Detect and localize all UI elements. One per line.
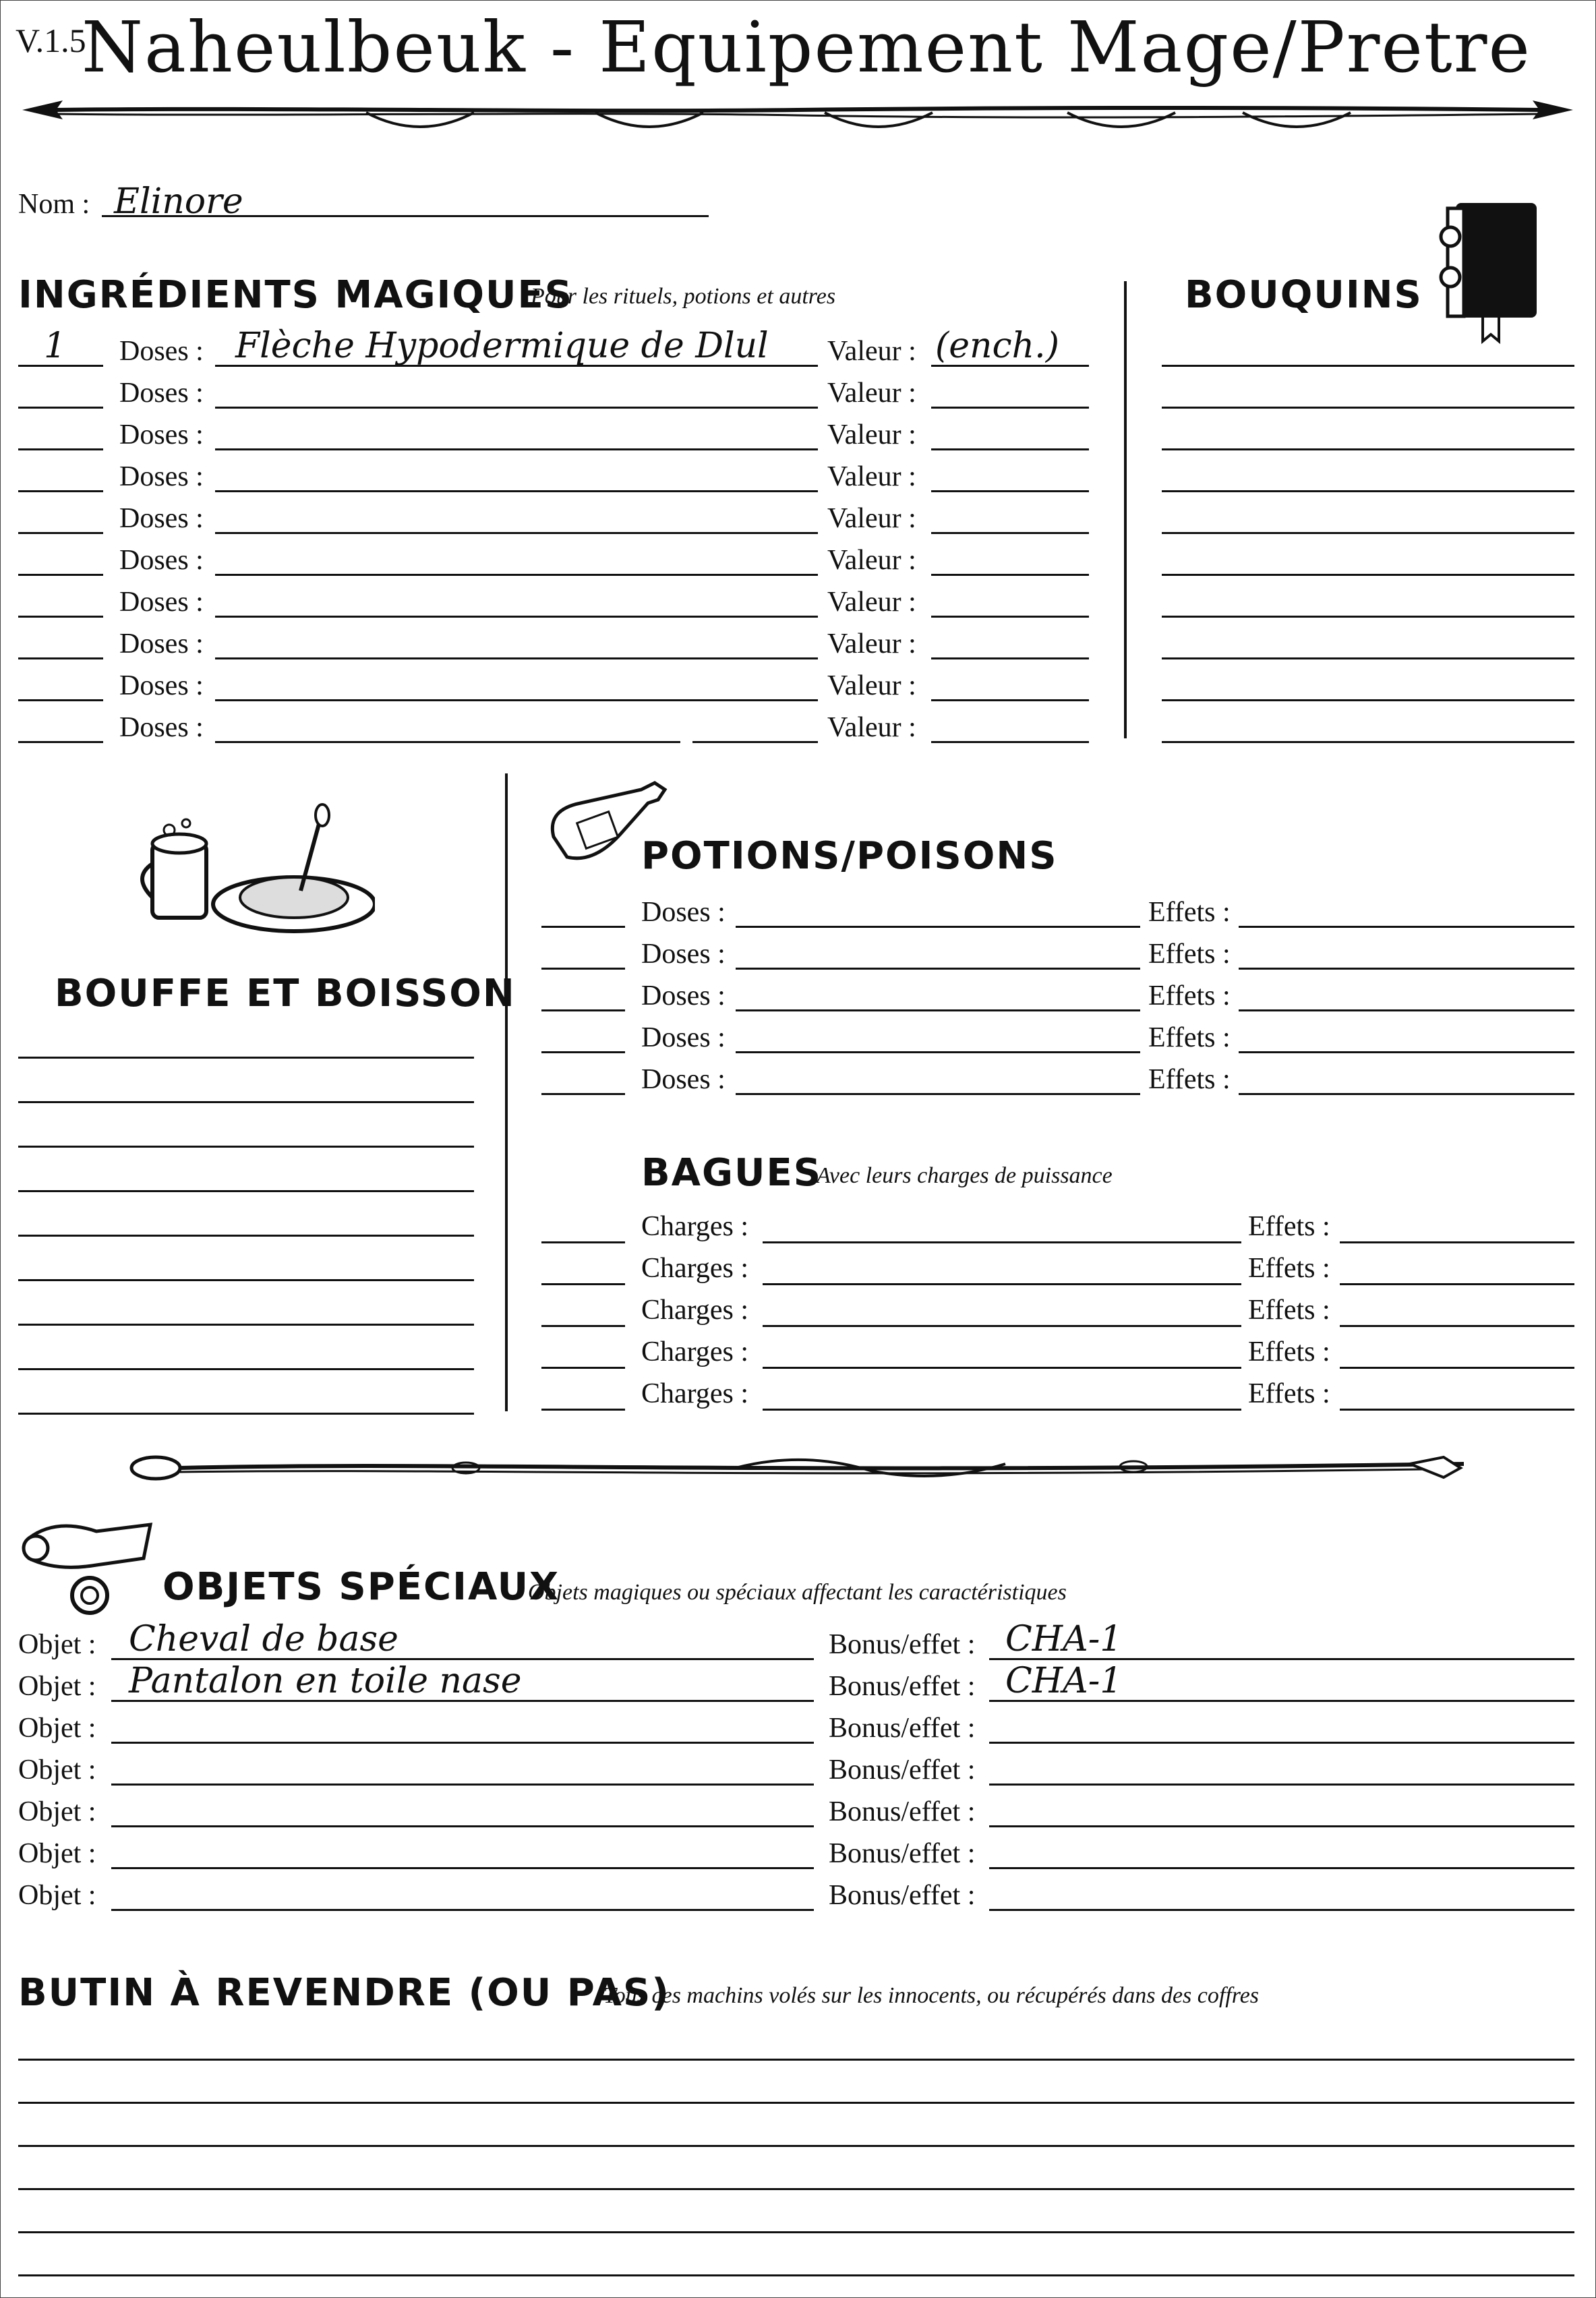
value-label: Valeur : <box>827 503 916 534</box>
bague-name-line[interactable] <box>763 1241 1241 1243</box>
doses-label: Doses : <box>119 587 204 618</box>
doses-label: Doses : <box>641 1064 726 1095</box>
potion-effect-line[interactable] <box>1239 1009 1574 1011</box>
bouffe-line[interactable] <box>18 1057 474 1059</box>
doses-label: Doses : <box>119 461 204 492</box>
bague-effect-line[interactable] <box>1340 1409 1574 1411</box>
bouffe-line[interactable] <box>18 1190 474 1192</box>
ingredient-name-line[interactable] <box>215 407 818 409</box>
charges-label: Charges : <box>641 1211 749 1242</box>
effects-label: Effets : <box>1248 1336 1330 1367</box>
ingredient-qty[interactable]: 1 <box>44 326 67 366</box>
value-label: Valeur : <box>827 670 916 701</box>
ingredient-qty-line[interactable] <box>18 741 103 743</box>
ingredient-qty-line[interactable] <box>18 657 103 659</box>
bouquin-line[interactable] <box>1162 657 1574 659</box>
effects-label: Effets : <box>1248 1295 1330 1326</box>
version-label: V.1.5 <box>16 22 86 59</box>
ingredient-value-line[interactable] <box>931 490 1089 492</box>
object-bonus-line[interactable] <box>989 1784 1574 1786</box>
ingredient-value-line[interactable] <box>931 532 1089 534</box>
doses-label: Doses : <box>119 712 204 743</box>
ingredient-value-line[interactable] <box>931 741 1089 743</box>
potion-qty-line[interactable] <box>541 1093 625 1095</box>
butin-heading: BUTIN À REVENDRE (OU PAS) <box>18 1971 670 2015</box>
effects-label: Effets : <box>1148 1022 1231 1053</box>
potion-effect-line[interactable] <box>1239 1051 1574 1053</box>
ingredient-value-line[interactable] <box>931 448 1089 450</box>
bague-qty-line[interactable] <box>541 1241 625 1243</box>
character-name[interactable]: Elinore <box>114 181 243 222</box>
bague-effect-line[interactable] <box>1340 1325 1574 1327</box>
charges-label: Charges : <box>641 1295 749 1326</box>
object-bonus-line[interactable] <box>989 1867 1574 1869</box>
object-label: Objet : <box>18 1796 96 1827</box>
doses-label: Doses : <box>641 939 726 970</box>
potion-qty-line[interactable] <box>541 1009 625 1011</box>
bague-name-line[interactable] <box>763 1283 1241 1285</box>
ingredient-qty-line[interactable] <box>18 532 103 534</box>
charges-label: Charges : <box>641 1253 749 1284</box>
ingredient-name-line-2[interactable] <box>692 741 818 743</box>
page-title: Naheulbeuk - Equipement Mage/Pretre <box>82 6 1531 88</box>
bouquin-line[interactable] <box>1162 616 1574 618</box>
bouffe-line[interactable] <box>18 1279 474 1281</box>
doses-label: Doses : <box>119 628 204 659</box>
value-label: Valeur : <box>827 628 916 659</box>
ingredient-name[interactable]: Flèche Hypodermique de Dlul <box>235 326 769 366</box>
bouquin-line[interactable] <box>1162 448 1574 450</box>
spear-divider-icon <box>16 87 1580 148</box>
bouffe-line[interactable] <box>18 1235 474 1237</box>
scroll-ring-icon <box>16 1511 157 1626</box>
ingredient-value-line[interactable] <box>931 699 1089 701</box>
doses-label: Doses : <box>641 980 726 1011</box>
object-name[interactable]: Cheval de base <box>129 1619 398 1659</box>
ingredient-name-line[interactable] <box>215 490 818 492</box>
potion-effect-line[interactable] <box>1239 1093 1574 1095</box>
ingredient-qty-line[interactable] <box>18 616 103 618</box>
potion-qty-line[interactable] <box>541 968 625 970</box>
doses-label: Doses : <box>641 897 726 928</box>
bouquin-line[interactable] <box>1162 490 1574 492</box>
ingredient-name-line[interactable] <box>215 574 818 576</box>
bonus-label: Bonus/effet : <box>829 1796 976 1827</box>
object-label: Objet : <box>18 1838 96 1869</box>
value-label: Valeur : <box>827 336 916 367</box>
effects-label: Effets : <box>1248 1378 1330 1409</box>
bouquin-line[interactable] <box>1162 365 1574 367</box>
object-label: Objet : <box>18 1880 96 1911</box>
ingredient-qty-line[interactable] <box>18 574 103 576</box>
bouffe-line[interactable] <box>18 1413 474 1415</box>
potion-effect-line[interactable] <box>1239 926 1574 928</box>
value-label: Valeur : <box>827 378 916 409</box>
effects-label: Effets : <box>1148 939 1231 970</box>
butin-line[interactable] <box>18 2274 1574 2276</box>
butin-line[interactable] <box>18 2231 1574 2233</box>
value-label: Valeur : <box>827 587 916 618</box>
bouquin-line[interactable] <box>1162 532 1574 534</box>
potion-qty-line[interactable] <box>541 1051 625 1053</box>
object-bonus-line[interactable] <box>989 1909 1574 1911</box>
object-name-line[interactable] <box>111 1825 814 1827</box>
name-label: Nom : <box>18 189 90 220</box>
column-divider <box>1124 281 1127 738</box>
book-icon <box>1436 196 1550 345</box>
bague-qty-line[interactable] <box>541 1409 625 1411</box>
object-bonus-line[interactable] <box>989 1742 1574 1744</box>
ingredient-value-line[interactable] <box>931 574 1089 576</box>
potion-name-line[interactable] <box>736 1093 1140 1095</box>
butin-line[interactable] <box>18 2059 1574 2061</box>
charges-label: Charges : <box>641 1336 749 1367</box>
ingredient-name-line[interactable] <box>215 448 818 450</box>
doses-label: Doses : <box>641 1022 726 1053</box>
bouffe-line[interactable] <box>18 1101 474 1103</box>
potion-name-line[interactable] <box>736 1009 1140 1011</box>
bouquin-line[interactable] <box>1162 741 1574 743</box>
object-bonus-line[interactable] <box>989 1825 1574 1827</box>
bonus-label: Bonus/effet : <box>829 1880 976 1911</box>
doses-label: Doses : <box>119 336 204 367</box>
bague-effect-line[interactable] <box>1340 1241 1574 1243</box>
object-name-line[interactable] <box>111 1784 814 1786</box>
object-name[interactable]: Pantalon en toile nase <box>129 1661 522 1701</box>
butin-line[interactable] <box>18 2145 1574 2147</box>
bouquin-line[interactable] <box>1162 699 1574 701</box>
bague-name-line[interactable] <box>763 1325 1241 1327</box>
object-name-line[interactable] <box>111 1909 814 1911</box>
bouffe-line[interactable] <box>18 1324 474 1326</box>
bonus-label: Bonus/effet : <box>829 1755 976 1786</box>
object-name-line[interactable] <box>111 1867 814 1869</box>
ingredient-value-line[interactable] <box>931 407 1089 409</box>
ingredient-name-line[interactable] <box>215 699 818 701</box>
bouffe-line[interactable] <box>18 1146 474 1148</box>
charges-label: Charges : <box>641 1378 749 1409</box>
ingredient-qty-line[interactable] <box>18 490 103 492</box>
ingredients-heading: INGRÉDIENTS MAGIQUES <box>18 273 574 317</box>
object-label: Objet : <box>18 1713 96 1744</box>
value-label: Valeur : <box>827 712 916 743</box>
doses-label: Doses : <box>119 378 204 409</box>
value-label: Valeur : <box>827 545 916 576</box>
effects-label: Effets : <box>1148 1064 1231 1095</box>
bouffe-heading: BOUFFE ET BOISSON <box>55 972 516 1015</box>
butin-subtitle: Tous ces machins volés sur les innocents, ou récupérés dans des coffres <box>603 1983 1260 2008</box>
bague-qty-line[interactable] <box>541 1283 625 1285</box>
bouffe-line[interactable] <box>18 1368 474 1370</box>
doses-label: Doses : <box>119 419 204 450</box>
food-icon <box>139 803 375 938</box>
object-bonus[interactable]: CHA-1 <box>1005 1619 1123 1659</box>
doses-label: Doses : <box>119 503 204 534</box>
potion-qty-line[interactable] <box>541 926 625 928</box>
bagues-heading: BAGUES <box>641 1151 823 1195</box>
object-label: Objet : <box>18 1671 96 1702</box>
potion-name-line[interactable] <box>736 1051 1140 1053</box>
staff-divider-icon <box>129 1444 1464 1498</box>
bague-qty-line[interactable] <box>541 1367 625 1369</box>
potions-heading: POTIONS/POISONS <box>641 834 1058 878</box>
ingredient-name-line[interactable] <box>215 616 818 618</box>
bonus-label: Bonus/effet : <box>829 1671 976 1702</box>
value-label: Valeur : <box>827 461 916 492</box>
potion-name-line[interactable] <box>736 926 1140 928</box>
ingredient-value-line[interactable] <box>931 616 1089 618</box>
bague-effect-line[interactable] <box>1340 1367 1574 1369</box>
bonus-label: Bonus/effet : <box>829 1838 976 1869</box>
object-bonus[interactable]: CHA-1 <box>1005 1661 1123 1701</box>
bague-qty-line[interactable] <box>541 1325 625 1327</box>
ingredient-qty-line[interactable] <box>18 407 103 409</box>
object-name-line[interactable] <box>111 1742 814 1744</box>
bonus-label: Bonus/effet : <box>829 1713 976 1744</box>
potion-name-line[interactable] <box>736 968 1140 970</box>
effects-label: Effets : <box>1148 980 1231 1011</box>
ingredient-qty-line[interactable] <box>18 699 103 701</box>
bouquin-line[interactable] <box>1162 574 1574 576</box>
bague-name-line[interactable] <box>763 1367 1241 1369</box>
object-label: Objet : <box>18 1755 96 1786</box>
effects-label: Effets : <box>1248 1211 1330 1242</box>
effects-label: Effets : <box>1148 897 1231 928</box>
ingredient-qty-line[interactable] <box>18 448 103 450</box>
ingredient-name-line[interactable] <box>215 741 680 743</box>
ingredient-name-line[interactable] <box>215 532 818 534</box>
ingredient-value-line[interactable] <box>931 657 1089 659</box>
bonus-label: Bonus/effet : <box>829 1629 976 1660</box>
column-divider-2 <box>505 773 508 1411</box>
bague-effect-line[interactable] <box>1340 1283 1574 1285</box>
objets-heading: OBJETS SPÉCIAUX <box>162 1565 560 1609</box>
potion-effect-line[interactable] <box>1239 968 1574 970</box>
bagues-subtitle: Avec leurs charges de puissance <box>817 1163 1113 1188</box>
bouquin-line[interactable] <box>1162 407 1574 409</box>
value-label: Valeur : <box>827 419 916 450</box>
butin-line[interactable] <box>18 2102 1574 2104</box>
ingredients-subtitle: Pour les rituels, potions et autres <box>531 284 836 309</box>
ingredient-value[interactable]: (ench.) <box>935 326 1059 366</box>
ingredient-name-line[interactable] <box>215 657 818 659</box>
butin-line[interactable] <box>18 2188 1574 2190</box>
object-label: Objet : <box>18 1629 96 1660</box>
doses-label: Doses : <box>119 545 204 576</box>
effects-label: Effets : <box>1248 1253 1330 1284</box>
bouquins-heading: BOUQUINS <box>1185 273 1423 317</box>
doses-label: Doses : <box>119 670 204 701</box>
objets-subtitle: Objets magiques ou spéciaux affectant les caractéristiques <box>528 1580 1067 1605</box>
bague-name-line[interactable] <box>763 1409 1241 1411</box>
